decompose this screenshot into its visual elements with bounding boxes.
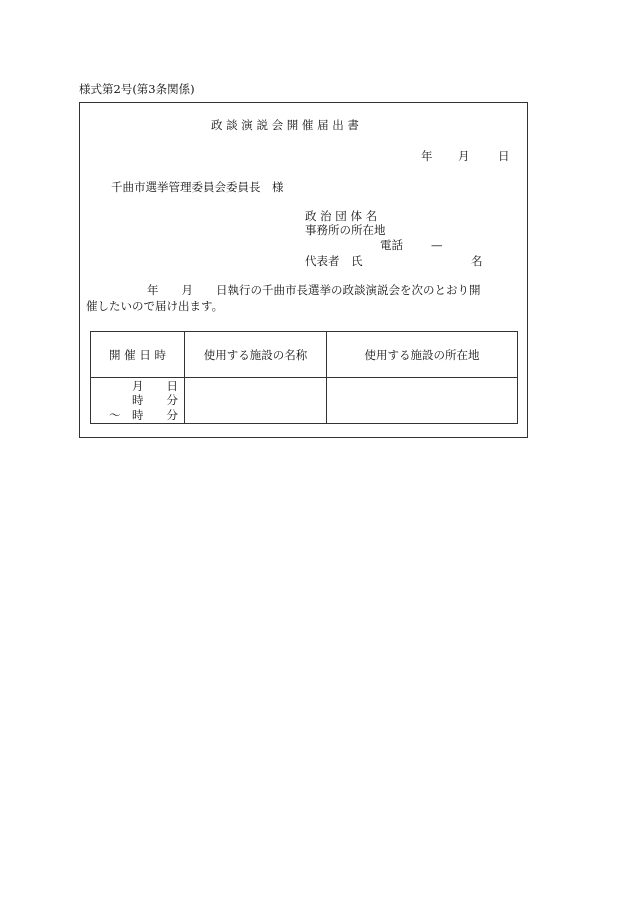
year-label: 年 bbox=[421, 149, 433, 163]
political-org-name-label: 政 治 団 体 名 bbox=[305, 209, 378, 223]
body-text-line-1: 年 月 日執行の千曲市長選挙の政談演説会を次のとおり開 bbox=[147, 283, 481, 297]
table-row bbox=[91, 378, 518, 424]
addressee: 千曲市選挙管理委員会委員長 様 bbox=[111, 180, 284, 194]
phone-dash: — bbox=[431, 238, 443, 252]
phone-label: 電話 bbox=[380, 238, 403, 252]
facility-name-cell[interactable] bbox=[185, 378, 327, 424]
form-title: 政 談 演 説 会 開 催 届 出 書 bbox=[211, 118, 359, 132]
office-address-label: 事務所の所在地 bbox=[305, 223, 386, 237]
header-datetime: 開 催 日 時 bbox=[91, 332, 185, 378]
header-facility-name: 使用する施設の名称 bbox=[185, 332, 327, 378]
facility-address-cell[interactable] bbox=[327, 378, 518, 424]
datetime-cell[interactable] bbox=[91, 378, 185, 424]
datetime-line-date: 月 日 bbox=[132, 378, 178, 393]
month-label: 月 bbox=[458, 149, 470, 163]
form-number-label: 様式第2号(第3条関係) bbox=[79, 82, 195, 96]
datetime-line-start: 時 分 bbox=[132, 393, 178, 408]
table-header-row bbox=[91, 332, 518, 378]
day-label: 日 bbox=[498, 149, 510, 163]
representative-name-label: 代表者 氏 bbox=[305, 254, 363, 268]
header-facility-address: 使用する施設の所在地 bbox=[327, 332, 518, 378]
body-text-line-2: 催したいので届け出ます。 bbox=[86, 299, 224, 313]
name-suffix: 名 bbox=[471, 254, 483, 268]
datetime-line-end: ～ 時 分 bbox=[109, 407, 178, 422]
schedule-table bbox=[90, 331, 518, 424]
